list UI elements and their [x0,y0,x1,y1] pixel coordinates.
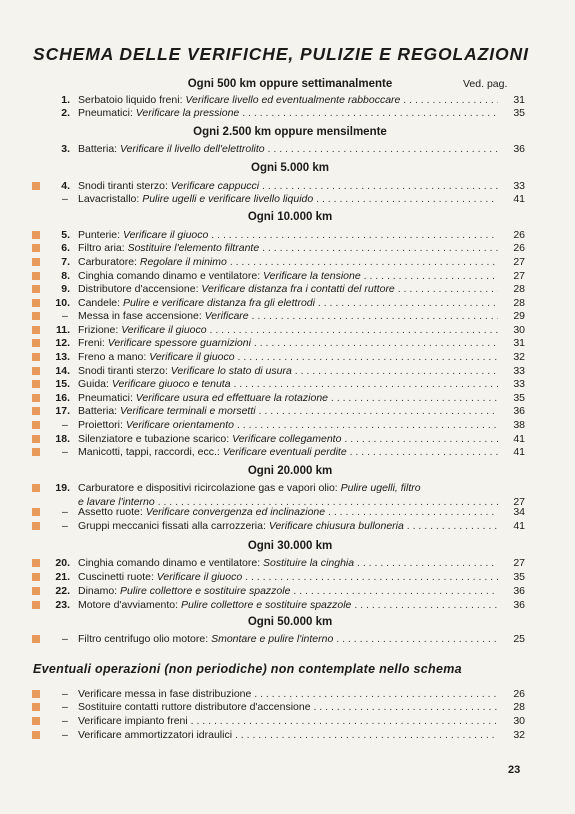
section-heading: Ogni 5.000 km [251,162,329,174]
page-reference: 28 [513,297,525,309]
item-action: Verificare lo stato di usura [170,365,292,377]
schedule-row [0,228,575,242]
page-reference: 36 [513,143,525,155]
page-reference: 33 [513,378,525,390]
schedule-row [0,296,575,310]
item-text [78,570,498,584]
item-text [78,106,498,120]
item-text [78,728,498,742]
item-label: Punterie: [78,229,123,241]
item-action-continued: e lavare l'interno [78,496,155,508]
item-label: Snodi tiranti sterzo: [78,365,171,377]
page-reference: 33 [513,365,525,377]
orange-marker-icon [32,484,40,492]
item-number: – [62,688,68,700]
orange-marker-icon [32,367,40,375]
item-number: 23. [55,599,70,611]
orange-marker-icon [32,522,40,530]
item-text [78,241,498,255]
item-action: Pulire ugelli, filtro [340,482,421,494]
orange-marker-icon [32,601,40,609]
schedule-row [0,241,575,255]
item-label: Verificare impianto freni [78,715,188,727]
orange-marker-icon [32,339,40,347]
orange-marker-icon [32,448,40,456]
schedule-row [0,404,575,418]
item-text [78,296,498,310]
item-label: Verificare ammortizzatori idraulici [78,729,233,741]
item-number: 16. [55,392,70,404]
item-label: Guida: [78,378,112,390]
item-label: Motore d'avviamento: [78,599,181,611]
item-action: Verificare il giuoco [149,351,235,363]
page-reference: 41 [513,193,525,205]
orange-marker-icon [32,703,40,711]
item-number: 8. [61,270,70,282]
item-number: – [62,310,68,322]
item-action: Verificare il livello dell'elettrolito [120,143,265,155]
item-number: 19. [55,482,70,494]
item-number: 15. [55,378,70,390]
page-reference: 35 [513,392,525,404]
item-number: 9. [61,283,70,295]
orange-marker-icon [32,285,40,293]
page-reference: 27 [513,496,525,508]
item-action: Verificare giuoco e tenuta [111,378,231,390]
schedule-row [0,445,575,459]
item-text [78,632,498,646]
item-text [78,192,498,206]
item-action: Verificare usura ed effettuare la rotazione [135,392,329,404]
item-text [78,255,498,269]
page-reference: 28 [513,283,525,295]
item-number: 17. [55,405,70,417]
item-number: – [62,701,68,713]
section-heading: Ogni 30.000 km [247,540,333,552]
item-action: Verificare cappucci [170,180,260,192]
page-reference: 41 [513,520,525,532]
item-action: Pulire ugelli e verificare livello liquido [142,193,314,205]
item-action: Pulire collettore e sostituire spazzole [180,599,352,611]
orange-marker-icon [32,231,40,239]
page-reference: 36 [513,405,525,417]
section-heading: Ogni 10.000 km [247,211,333,223]
item-text [78,364,498,378]
item-label: Freno a mano: [78,351,150,363]
item-text [78,687,498,701]
item-number: – [62,446,68,458]
orange-marker-icon [32,380,40,388]
schedule-row [0,632,575,646]
schedule-row [0,700,575,714]
schedule-row [0,598,575,612]
item-label: Sostituire contatti ruttore distributore d'accensione [78,701,311,713]
item-text [78,350,498,364]
orange-marker-icon [32,407,40,415]
page-reference: 34 [513,506,525,518]
page-reference: 33 [513,180,525,192]
page-reference: 27 [513,557,525,569]
item-label: Freni: [78,337,108,349]
item-action: Sostituire la cinghia [263,557,355,569]
item-action: Sostituire l'elemento filtrante [127,242,260,254]
item-label: Lavacristallo: [78,193,143,205]
item-label: Serbatoio liquido freni: [78,94,186,106]
orange-marker-icon [32,272,40,280]
orange-marker-icon [32,435,40,443]
item-label: Verificare messa in fase distribuzione [78,688,252,700]
schedule-row [0,269,575,283]
item-number: – [62,419,68,431]
page-reference: 35 [513,571,525,583]
page-reference: 35 [513,107,525,119]
page-reference: 25 [513,633,525,645]
schedule-row [0,556,575,570]
orange-marker-icon [32,717,40,725]
orange-marker-icon [32,244,40,252]
item-number: 13. [55,351,70,363]
item-number: – [62,193,68,205]
schedule-row [0,505,575,519]
schedule-row [0,282,575,296]
schedule-row [0,377,575,391]
schedule-row [0,142,575,156]
item-text [78,445,498,459]
item-action: Verificare la pressione [135,107,240,119]
page-reference: 31 [513,337,525,349]
page-reference: 26 [513,229,525,241]
orange-marker-icon [32,182,40,190]
item-action: Verificare distanza fra i contatti del ruttore [201,283,395,295]
item-text [78,714,498,728]
page-reference: 31 [513,94,525,106]
item-action: Pulire collettore e sostituire spazzole [120,585,291,597]
schedule-row [0,350,575,364]
item-number: 5. [61,229,70,241]
orange-marker-icon [32,299,40,307]
item-label: Filtro aria: [78,242,128,254]
item-number: – [62,633,68,645]
orange-marker-icon [32,326,40,334]
item-text [78,309,498,323]
schedule-row [0,519,575,533]
item-number: 2. [61,107,70,119]
schedule-row [0,364,575,378]
item-action: Verificare orientamento [125,419,235,431]
item-label: Cinghia comando dinamo e ventilatore: [78,557,264,569]
page-reference: 32 [513,351,525,363]
schedule-row [0,418,575,432]
item-number: 10. [55,297,70,309]
page-reference: 27 [513,270,525,282]
item-text [78,93,498,107]
item-text [78,505,498,519]
page-reference: 41 [513,446,525,458]
item-label: Batteria: [78,143,121,155]
orange-marker-icon [32,731,40,739]
item-number: – [62,715,68,727]
schedule-row [0,192,575,206]
schedule-row [0,687,575,701]
item-text [78,481,498,495]
schedule-row [0,106,575,120]
item-label: Distributore d'accensione: [78,283,202,295]
page-reference: 41 [513,433,525,445]
item-action: Pulire e verificare distanza fra gli elettrodi [122,297,315,309]
item-action: Verificare il giuoco [121,324,207,336]
item-action: Verificare eventuali perdite [222,446,347,458]
item-text [78,556,498,570]
item-number: 18. [55,433,70,445]
item-action: Verificare livello ed eventualmente rabboccare [185,94,401,106]
page-reference: 27 [513,256,525,268]
orange-marker-icon [32,508,40,516]
orange-marker-icon [32,587,40,595]
item-label: Cinghia comando dinamo e ventilatore: [78,270,264,282]
section-heading: Ogni 50.000 km [247,616,333,628]
section-heading: Ogni 20.000 km [247,465,333,477]
schedule-row [0,323,575,337]
item-number: 12. [55,337,70,349]
schedule-row [0,336,575,350]
page-reference: 32 [513,729,525,741]
item-number: 4. [61,180,70,192]
item-number: – [62,520,68,532]
page-reference: 36 [513,599,525,611]
page-number: 23 [508,764,521,776]
item-label: Manicotti, tappi, raccordi, ecc.: [78,446,223,458]
item-label: Pneumatici: [78,107,136,119]
item-text [78,598,498,612]
item-number: – [62,506,68,518]
item-action: Verificare il giuoco [122,229,209,241]
orange-marker-icon [32,394,40,402]
item-number: 7. [61,256,70,268]
page-reference: 26 [513,688,525,700]
item-action: Verificare convergenza ed inclinazione [145,506,326,518]
schedule-row [0,179,575,193]
orange-marker-icon [32,559,40,567]
schedule-row [0,391,575,405]
item-label: Carburatore e dispositivi ricircolazione gas e vapori olio: [78,482,341,494]
item-text [78,700,498,714]
item-number: 21. [55,571,70,583]
orange-marker-icon [32,312,40,320]
item-text [78,519,498,533]
item-action: Verificare [204,310,249,322]
item-label: Batteria: [78,405,121,417]
schedule-row [0,255,575,269]
item-text [78,391,498,405]
item-action: Verificare la tensione [263,270,361,282]
item-text [78,142,498,156]
item-action: Verificare il giuoco [156,571,243,583]
page-reference: 38 [513,419,525,431]
schedule-row [0,728,575,742]
item-label: Candele: [78,297,123,309]
section-heading: Ogni 500 km oppure settimanalmente [187,78,393,90]
orange-marker-icon [32,635,40,643]
item-label: Assetto ruote: [78,506,146,518]
page-reference: 30 [513,324,525,336]
item-label: Frizione: [78,324,122,336]
item-label: Messa in fase accensione: [78,310,205,322]
item-label: Snodi tiranti sterzo: [78,180,171,192]
item-text [78,404,498,418]
item-number: 6. [61,242,70,254]
item-label: Silenziatore e tubazione scarico: [78,433,233,445]
item-text [78,269,498,283]
orange-marker-icon [32,690,40,698]
item-label: Gruppi meccanici fissati alla carrozzeria: [78,520,269,532]
item-label: Cuscinetti ruote: [78,571,157,583]
item-action: Smontare e pulire l'interno [211,633,334,645]
page-reference: 30 [513,715,525,727]
schedule-row [0,432,575,446]
item-action: Verificare spessore guarnizioni [107,337,251,349]
orange-marker-icon [32,421,40,429]
page-reference: 26 [513,242,525,254]
item-text [78,228,498,242]
item-action: Verificare collegamento [232,433,342,445]
item-text [78,282,498,296]
item-text [78,336,498,350]
schedule-row [0,309,575,323]
ved-pag-header: Ved. pag. [463,78,508,90]
schedule-row [0,584,575,598]
item-text [78,179,498,193]
item-number: – [62,729,68,741]
orange-marker-icon [32,573,40,581]
item-label: Proiettori: [78,419,126,431]
item-action: Regolare il minimo [139,256,227,268]
item-text [78,584,498,598]
eventual-heading: Eventuali operazioni (non periodiche) non contemplate nello schema [33,662,462,676]
item-number: 1. [61,94,70,106]
item-label: Carburatore: [78,256,140,268]
item-action: Verificare terminali e morsetti [120,405,256,417]
orange-marker-icon [32,353,40,361]
item-text [78,432,498,446]
item-number: 22. [55,585,70,597]
item-label: Pneumatici: [78,392,136,404]
item-number: 14. [55,365,70,377]
schedule-row [0,714,575,728]
page-reference: 29 [513,310,525,322]
page-reference: 36 [513,585,525,597]
orange-marker-icon [32,258,40,266]
item-text [78,418,498,432]
schedule-row [0,481,575,495]
page-title: SCHEMA DELLE VERIFICHE, PULIZIE E REGOLAZIONI [33,44,529,64]
page-reference: 28 [513,701,525,713]
item-number: 3. [61,143,70,155]
item-label: Filtro centrifugo olio motore: [78,633,212,645]
item-label: Dinamo: [78,585,121,597]
item-number: 20. [55,557,70,569]
schedule-row [0,93,575,107]
item-text [78,323,498,337]
schedule-row [0,570,575,584]
item-number: 11. [55,324,70,336]
item-action: Verificare chiusura bulloneria [268,520,404,532]
item-text [78,377,498,391]
section-heading: Ogni 2.500 km oppure mensilmente [193,126,387,138]
